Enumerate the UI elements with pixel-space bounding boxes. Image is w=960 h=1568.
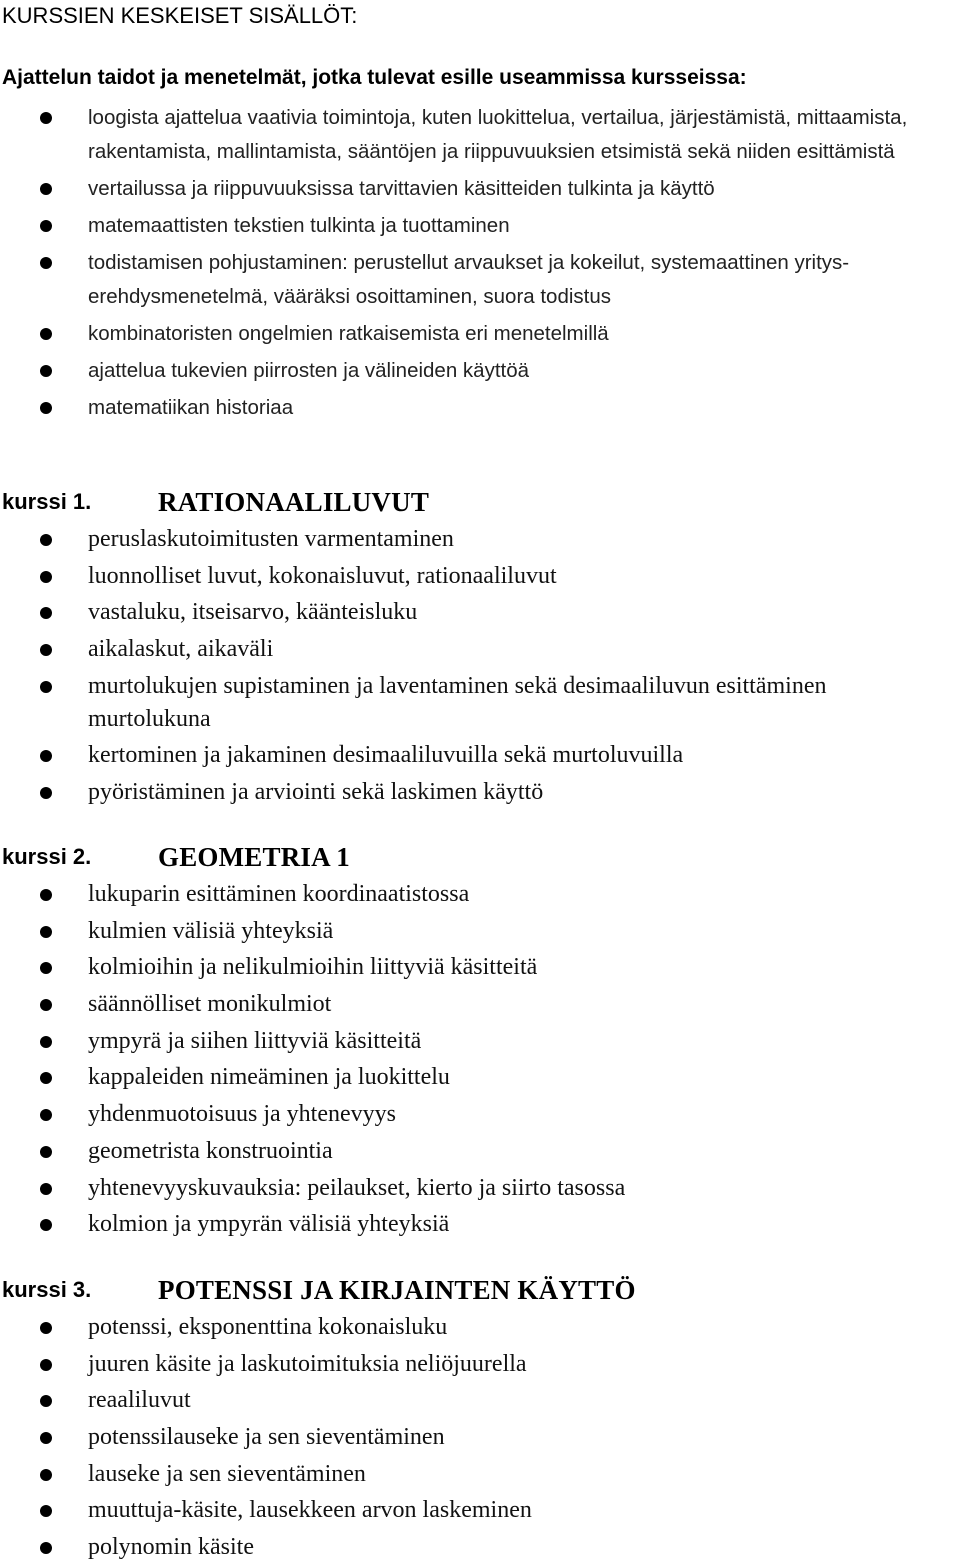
- list-item-text: polynomin käsite: [88, 1534, 254, 1561]
- course-title: POTENSSI JA KIRJAINTEN KÄYTTÖ: [158, 1275, 636, 1305]
- bullet-icon: [40, 534, 52, 546]
- list-item-text: peruslaskutoimitusten varmentaminen: [88, 526, 454, 552]
- list-item: [0, 317, 960, 351]
- list-item: [0, 560, 960, 593]
- bullet-icon: [40, 681, 52, 693]
- course-topics-list: [0, 523, 960, 809]
- list-item: [0, 1135, 960, 1168]
- course-heading: [0, 840, 960, 874]
- bullet-icon: [40, 1432, 52, 1444]
- list-item-text: loogista ajattelua vaativia toimintoja, kuten luokittelua, vertailua, järjestämistä, mittaamista, rakentamista, mallintamista, sääntöjen ja riippuvuuksien etsimistä sekä niiden esittämistä: [88, 106, 908, 163]
- bullet-icon: [40, 1146, 52, 1158]
- list-item: [0, 1458, 960, 1491]
- bullet-icon: [40, 402, 52, 414]
- course-number: kurssi 1.: [2, 489, 92, 514]
- course-section-2: [0, 840, 960, 1245]
- list-item-text: potenssi, eksponenttina kokonaisluku: [88, 1314, 448, 1340]
- list-item: [0, 209, 960, 243]
- course-number: kurssi 3.: [2, 1277, 92, 1302]
- list-item: [0, 1421, 960, 1454]
- list-item: [0, 670, 960, 736]
- list-item-text: todistamisen pohjustaminen: perustellut arvaukset ja kokeilut, systemaattinen yritys-erehdysmenetelmä, vääräksi osoittaminen, suora todistus: [88, 251, 850, 308]
- list-item: [0, 596, 960, 629]
- list-item: [0, 1384, 960, 1417]
- list-item: [0, 1531, 960, 1564]
- list-item: [0, 354, 960, 388]
- bullet-icon: [40, 1359, 52, 1371]
- list-item: [0, 739, 960, 772]
- list-item: [0, 951, 960, 984]
- bullet-icon: [40, 1395, 52, 1407]
- list-item-text: pyöristäminen ja arviointi sekä laskimen käyttö: [88, 779, 544, 806]
- list-item: [0, 523, 960, 556]
- list-item-text: kolmion ja ympyrän välisiä yhteyksiä: [88, 1211, 450, 1238]
- list-item-text: aikalaskut, aikaväli: [88, 636, 274, 663]
- bullet-icon: [40, 183, 52, 195]
- bullet-icon: [40, 644, 52, 656]
- bullet-icon: [40, 750, 52, 762]
- bullet-icon: [40, 607, 52, 619]
- course-topics-list: [0, 1311, 960, 1564]
- list-item-text: reaaliluvut: [88, 1387, 191, 1414]
- bullet-icon: [40, 220, 52, 232]
- course-heading: [0, 1273, 960, 1307]
- list-item-text: matemaattisten tekstien tulkinta ja tuottaminen: [88, 214, 510, 237]
- course-section-1: [0, 485, 960, 813]
- bullet-icon: [40, 1542, 52, 1554]
- course-heading: [0, 485, 960, 519]
- thinking-skills-heading: Ajattelun taidot ja menetelmät, jotka tulevat esille useammissa kursseissa:: [2, 66, 747, 89]
- bullet-icon: [40, 926, 52, 938]
- bullet-icon: [40, 999, 52, 1011]
- list-item: [0, 1311, 960, 1344]
- list-item-text: vastaluku, itseisarvo, käänteisluku: [88, 599, 418, 626]
- list-item-text: lukuparin esittäminen koordinaatistossa: [88, 881, 470, 907]
- list-item-text: yhtenevyyskuvauksia: peilaukset, kierto ja siirto tasossa: [88, 1174, 626, 1201]
- list-item-text: juuren käsite ja laskutoimituksia neliöjuurella: [88, 1350, 527, 1377]
- bullet-icon: [40, 1072, 52, 1084]
- document-title: KURSSIEN KESKEISET SISÄLLÖT:: [2, 3, 358, 28]
- course-topics-list: [0, 878, 960, 1241]
- bullet-icon: [40, 1505, 52, 1517]
- list-item-text: luonnolliset luvut, kokonaisluvut, rationaaliluvut: [88, 562, 557, 589]
- list-item-text: murtolukujen supistaminen ja laventaminen sekä desimaaliluvun esittäminen murtolukuna: [88, 672, 827, 732]
- bullet-icon: [40, 1183, 52, 1195]
- course-title: RATIONAALILUVUT: [158, 487, 430, 517]
- list-item: [0, 1025, 960, 1058]
- bullet-icon: [40, 257, 52, 269]
- bullet-icon: [40, 1322, 52, 1334]
- bullet-icon: [40, 571, 52, 583]
- list-item-text: muuttuja-käsite, lausekkeen arvon laskeminen: [88, 1497, 532, 1524]
- list-item-text: potenssilauseke ja sen sieventäminen: [88, 1424, 445, 1451]
- bullet-icon: [40, 112, 52, 124]
- list-item-text: vertailussa ja riippuvuuksissa tarvittavien käsitteiden tulkinta ja käyttö: [88, 177, 715, 200]
- bullet-icon: [40, 365, 52, 377]
- list-item: [0, 101, 960, 169]
- bullet-icon: [40, 1219, 52, 1231]
- bullet-icon: [40, 328, 52, 340]
- bullet-icon: [40, 889, 52, 901]
- list-item: [0, 172, 960, 206]
- bullet-icon: [40, 1036, 52, 1048]
- list-item: [0, 1172, 960, 1205]
- list-item-text: ympyrä ja siihen liittyviä käsitteitä: [88, 1027, 422, 1054]
- bullet-icon: [40, 787, 52, 799]
- bullet-icon: [40, 1109, 52, 1121]
- thinking-skills-list: [0, 101, 960, 428]
- list-item-text: ajattelua tukevien piirrosten ja välineiden käyttöä: [88, 359, 530, 382]
- list-item: [0, 915, 960, 948]
- list-item: [0, 391, 960, 425]
- course-title: GEOMETRIA 1: [158, 842, 350, 872]
- list-item-text: lauseke ja sen sieventäminen: [88, 1460, 366, 1487]
- list-item-text: kappaleiden nimeäminen ja luokittelu: [88, 1064, 450, 1091]
- list-item-text: kertominen ja jakaminen desimaaliluvuilla sekä murtoluvuilla: [88, 742, 684, 769]
- list-item-text: kolmioihin ja nelikulmioihin liittyviä käsitteitä: [88, 954, 538, 981]
- list-item: [0, 1208, 960, 1241]
- list-item-text: yhdenmuotoisuus ja yhtenevyys: [88, 1101, 396, 1128]
- course-number: kurssi 2.: [2, 844, 92, 869]
- list-item: [0, 776, 960, 809]
- list-item: [0, 878, 960, 911]
- list-item: [0, 1494, 960, 1527]
- list-item: [0, 633, 960, 666]
- course-section-3: [0, 1273, 960, 1568]
- bullet-icon: [40, 1469, 52, 1481]
- list-item: [0, 988, 960, 1021]
- list-item: [0, 1348, 960, 1381]
- list-item-text: säännölliset monikulmiot: [88, 991, 332, 1018]
- list-item-text: kombinatoristen ongelmien ratkaisemista eri menetelmillä: [88, 322, 609, 345]
- list-item-text: matematiikan historiaa: [88, 396, 294, 419]
- bullet-icon: [40, 962, 52, 974]
- list-item: [0, 1098, 960, 1131]
- list-item: [0, 1061, 960, 1094]
- list-item-text: kulmien välisiä yhteyksiä: [88, 917, 334, 944]
- list-item: [0, 246, 960, 314]
- list-item-text: geometrista konstruointia: [88, 1137, 333, 1164]
